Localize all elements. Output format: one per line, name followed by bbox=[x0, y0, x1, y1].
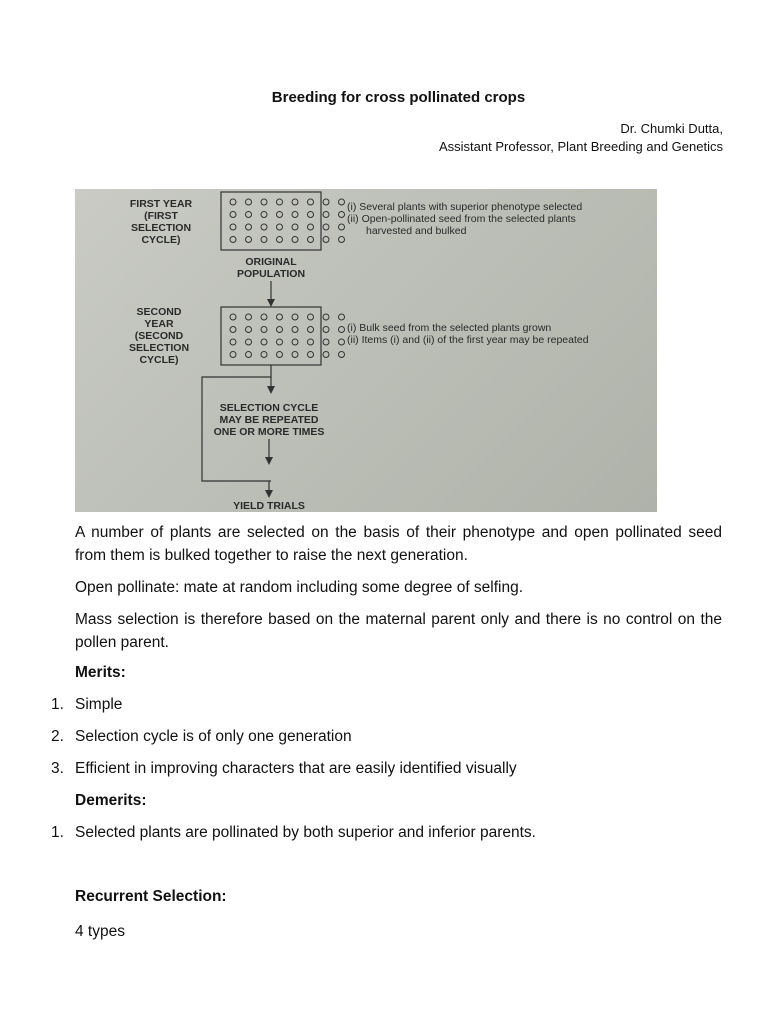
plant-circle bbox=[308, 199, 314, 205]
plant-circle bbox=[308, 339, 314, 345]
mass-selection-figure bbox=[75, 189, 657, 512]
plant-circle bbox=[277, 352, 283, 358]
plant-circle bbox=[308, 327, 314, 333]
plant-circle bbox=[308, 224, 314, 230]
plant-circle bbox=[308, 237, 314, 243]
author-role: Assistant Professor, Plant Breeding and Genetics bbox=[439, 139, 723, 154]
plant-circle bbox=[246, 314, 252, 320]
plant-circle bbox=[261, 327, 267, 333]
plant-circle bbox=[246, 352, 252, 358]
first-year-notes: (i) Several plants with superior phenotype selected (ii) Open-pollinated seed from the selected plants harvested and bulked bbox=[347, 201, 583, 237]
merits-item: 3. Efficient in improving characters that are easily identified visually bbox=[51, 760, 517, 777]
plant-circle bbox=[292, 352, 298, 358]
original-population-label: ORIGINAL POPULATION bbox=[236, 256, 306, 280]
plant-circle bbox=[339, 224, 345, 230]
plant-circle bbox=[339, 314, 345, 320]
first-year-label: FIRST YEAR (FIRST SELECTION CYCLE) bbox=[129, 198, 193, 246]
recurrent-selection-heading: Recurrent Selection: bbox=[75, 888, 227, 905]
plant-circle bbox=[292, 212, 298, 218]
plant-circle bbox=[323, 224, 329, 230]
plant-circle bbox=[246, 224, 252, 230]
recurrent-selection-types: 4 types bbox=[75, 923, 125, 940]
selection-cycle-label: SELECTION CYCLE MAY BE REPEATED ONE OR MORE TIMES bbox=[213, 402, 325, 438]
author-name: Dr. Chumki Dutta, bbox=[620, 121, 723, 136]
plant-circle bbox=[339, 339, 345, 345]
plant-circle bbox=[323, 237, 329, 243]
plant-circle bbox=[246, 237, 252, 243]
plant-circle bbox=[230, 352, 236, 358]
demerits-item: 1. Selected plants are pollinated by both superior and inferior parents. bbox=[51, 824, 536, 841]
merits-heading: Merits: bbox=[75, 664, 126, 681]
plant-circle bbox=[246, 327, 252, 333]
paragraph-open-pollinate: Open pollinate: mate at random including some degree of selfing. bbox=[75, 579, 524, 596]
plant-circle bbox=[261, 237, 267, 243]
plant-circle bbox=[277, 339, 283, 345]
plant-circle bbox=[277, 237, 283, 243]
plant-circle bbox=[230, 339, 236, 345]
plant-circle bbox=[323, 212, 329, 218]
plant-circle bbox=[230, 199, 236, 205]
plant-circle bbox=[230, 314, 236, 320]
plant-circle bbox=[230, 224, 236, 230]
plant-circle bbox=[292, 199, 298, 205]
plant-circle bbox=[339, 327, 345, 333]
plant-circle bbox=[323, 352, 329, 358]
plant-circle bbox=[323, 327, 329, 333]
plant-circle bbox=[339, 212, 345, 218]
plant-circle bbox=[323, 199, 329, 205]
plant-circle bbox=[339, 352, 345, 358]
plant-circle bbox=[277, 224, 283, 230]
plant-circle bbox=[261, 352, 267, 358]
plant-circle bbox=[292, 237, 298, 243]
plant-circle bbox=[230, 212, 236, 218]
plant-circle bbox=[261, 212, 267, 218]
plant-circle bbox=[230, 237, 236, 243]
plant-circle bbox=[339, 199, 345, 205]
merits-item: 1. Simple bbox=[51, 696, 123, 713]
plant-circle bbox=[261, 199, 267, 205]
demerits-heading: Demerits: bbox=[75, 792, 147, 809]
plant-circle bbox=[246, 212, 252, 218]
plant-circle bbox=[261, 314, 267, 320]
plant-circle bbox=[246, 339, 252, 345]
plant-circle bbox=[292, 327, 298, 333]
merits-item: 2. Selection cycle is of only one generation bbox=[51, 728, 352, 745]
document-title: Breeding for cross pollinated crops bbox=[271, 89, 526, 106]
plant-circle bbox=[308, 314, 314, 320]
plant-circle bbox=[230, 327, 236, 333]
plant-circle bbox=[323, 339, 329, 345]
plant-circle bbox=[323, 314, 329, 320]
plant-circle bbox=[308, 352, 314, 358]
plant-circle bbox=[308, 212, 314, 218]
yield-trials-label: YIELD TRIALS bbox=[233, 500, 305, 512]
paragraph-intro: A number of plants are selected on the basis of their phenotype and open pollinated seed from them is bulked together to raise the next generation. bbox=[75, 524, 722, 564]
plant-circle bbox=[277, 327, 283, 333]
plant-circle bbox=[261, 224, 267, 230]
plant-circle bbox=[277, 314, 283, 320]
plant-circle bbox=[277, 212, 283, 218]
plant-circle bbox=[261, 339, 267, 345]
second-year-label: SECOND YEAR (SECOND SELECTION CYCLE) bbox=[128, 306, 190, 366]
plant-circle bbox=[277, 199, 283, 205]
plant-circle bbox=[292, 224, 298, 230]
plant-circle bbox=[292, 339, 298, 345]
plant-circle bbox=[339, 237, 345, 243]
paragraph-maternal-parent: Mass selection is therefore based on the maternal parent only and there is no control on the pollen parent. bbox=[75, 611, 722, 651]
second-year-notes: (i) Bulk seed from the selected plants grown (ii) Items (i) and (ii) of the first year may be repeated bbox=[347, 322, 589, 346]
plant-circle bbox=[292, 314, 298, 320]
plant-circle bbox=[246, 199, 252, 205]
